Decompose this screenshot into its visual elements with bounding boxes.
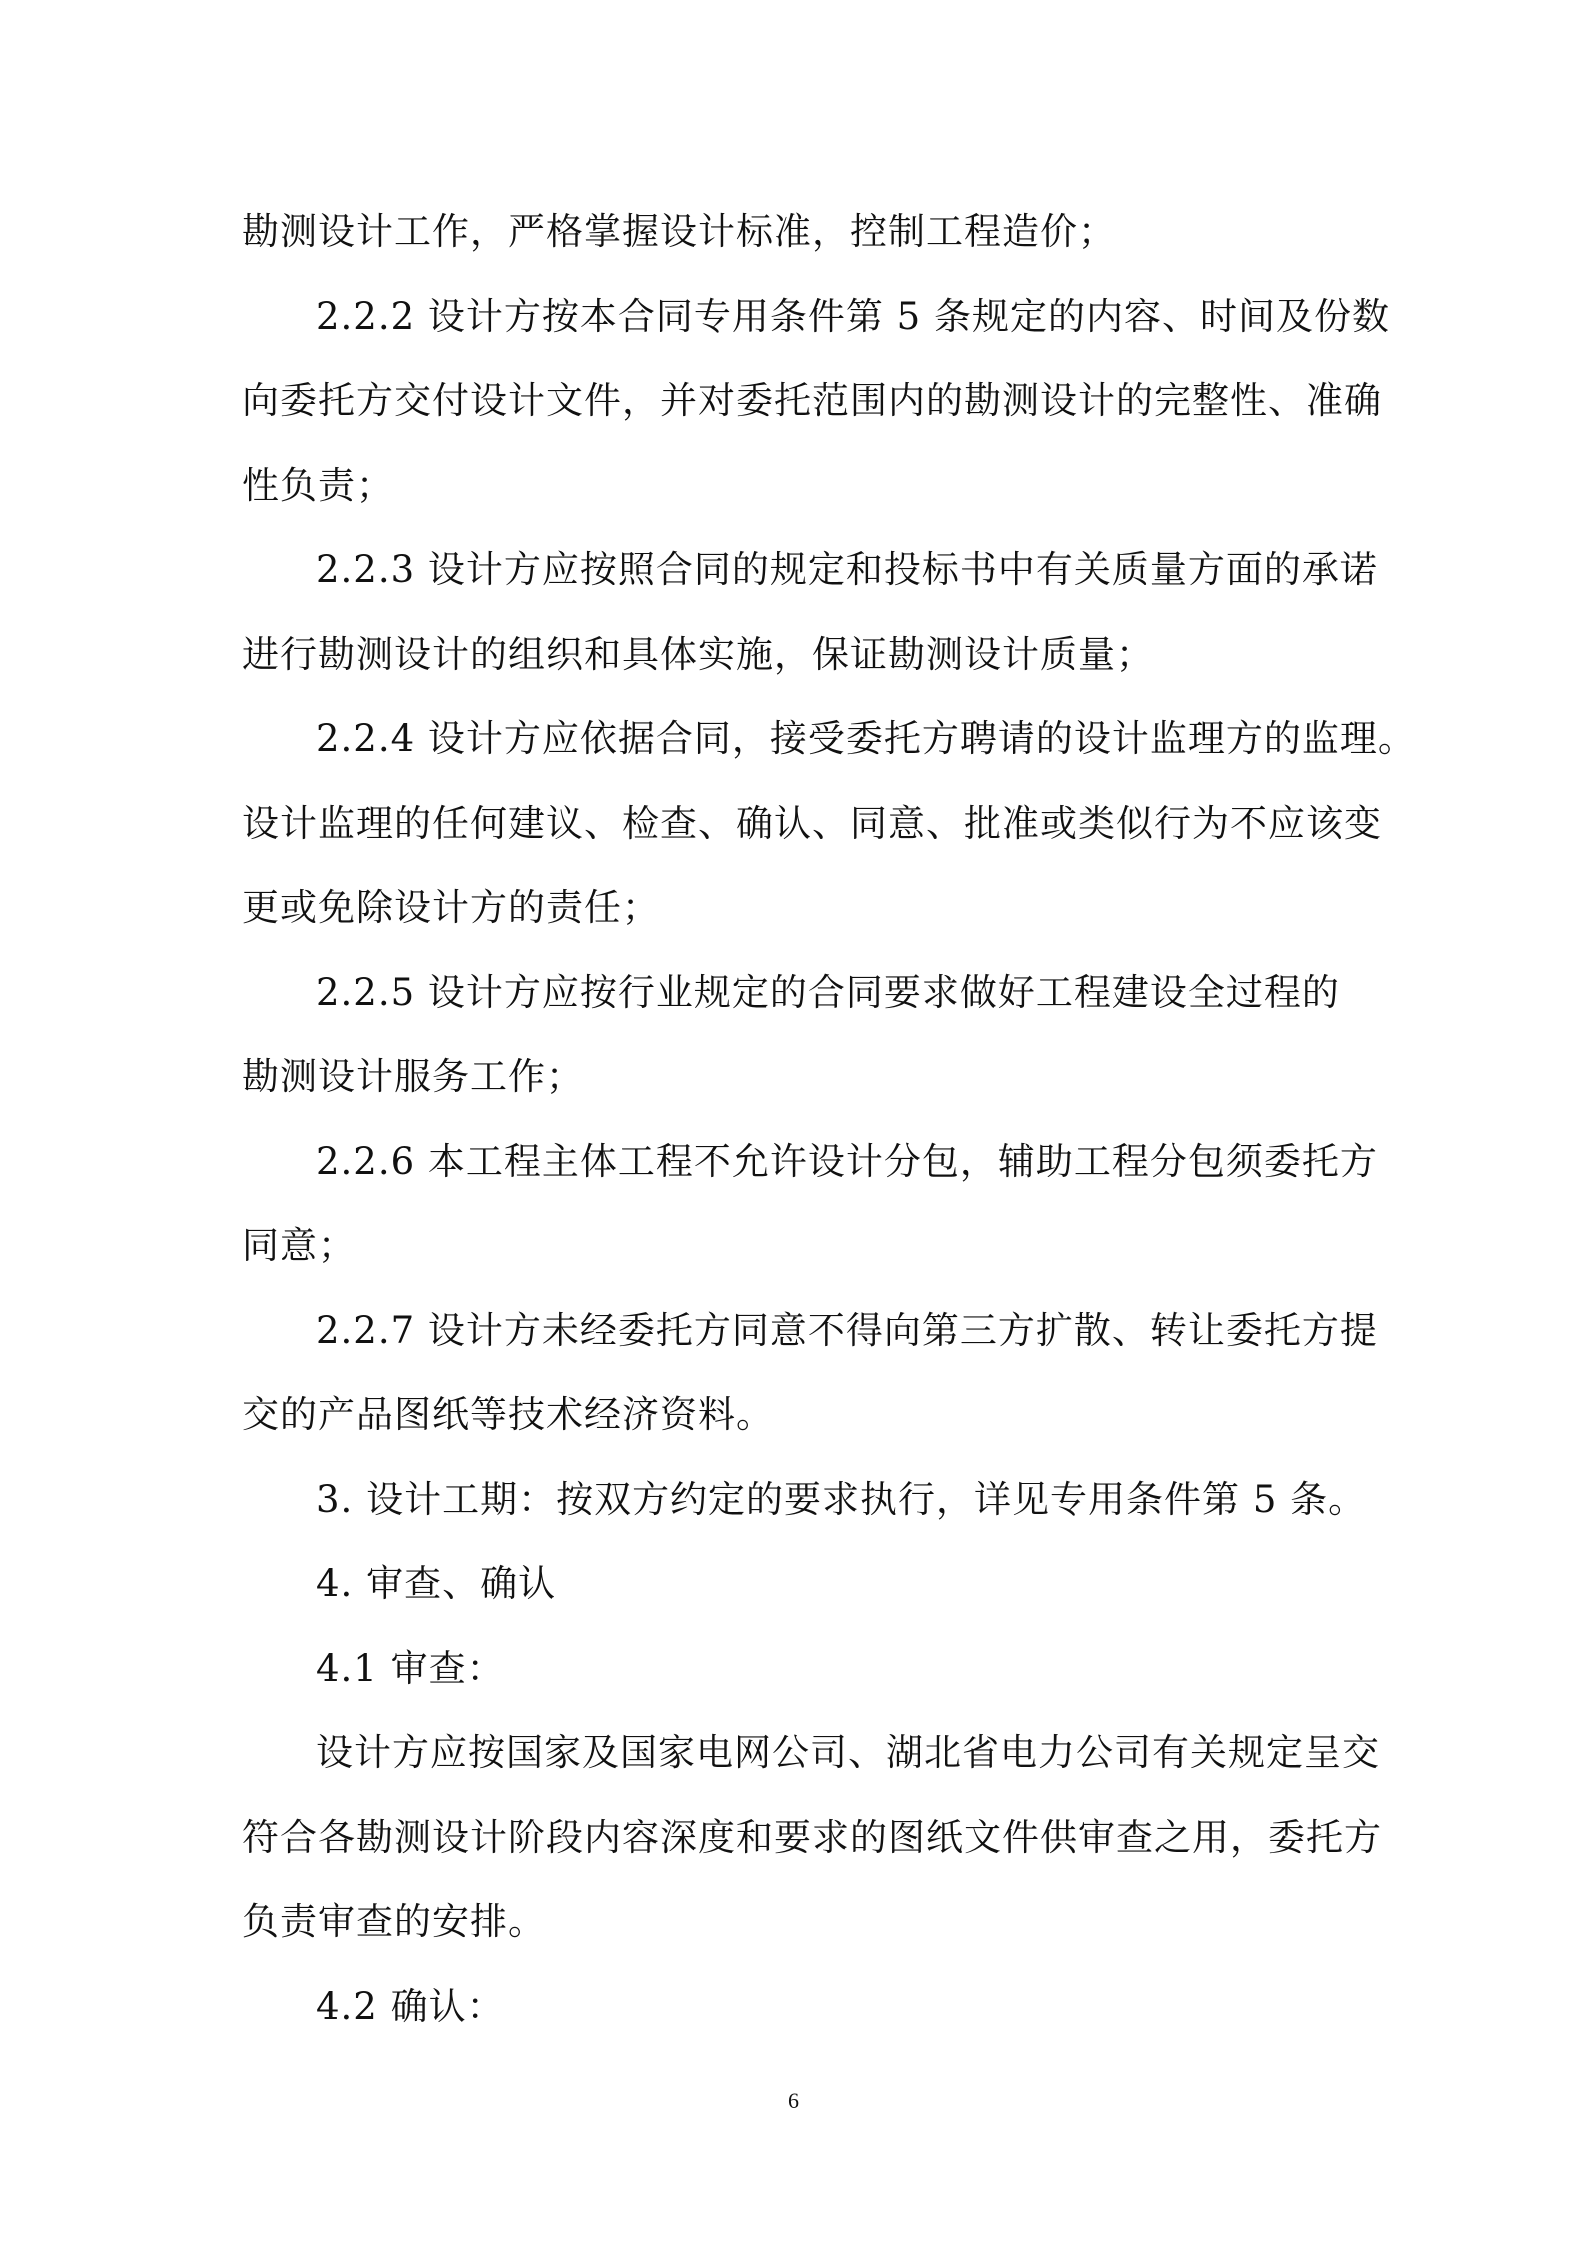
text-line: 2.2.7 设计方未经委托方同意不得向第三方扩散、转让委托方提 — [316, 1309, 1378, 1352]
text-line: 2.2.4 设计方应依据合同，接受委托方聘请的设计监理方的监理。 — [316, 717, 1416, 760]
text-line: 进行勘测设计的组织和具体实施，保证勘测设计质量； — [242, 633, 1154, 676]
text-line: 向委托方交付设计文件，并对委托范围内的勘测设计的完整性、准确 — [242, 379, 1382, 422]
text-line: 3. 设计工期：按双方约定的要求执行，详见专用条件第 5 条。 — [316, 1478, 1367, 1521]
text-line: 2.2.5 设计方应按行业规定的合同要求做好工程建设全过程的 — [316, 971, 1340, 1014]
text-line: 勘测设计服务工作； — [242, 1055, 584, 1098]
text-line: 4. 审查、确认 — [316, 1562, 557, 1605]
text-line: 设计监理的任何建议、检查、确认、同意、批准或类似行为不应该变 — [242, 802, 1382, 845]
text-line: 交的产品图纸等技术经济资料。 — [242, 1393, 774, 1436]
text-line: 2.2.2 设计方按本合同专用条件第 5 条规定的内容、时间及份数 — [316, 295, 1390, 338]
text-line: 符合各勘测设计阶段内容深度和要求的图纸文件供审查之用，委托方 — [242, 1816, 1382, 1859]
text-line: 2.2.6 本工程主体工程不允许设计分包，辅助工程分包须委托方 — [316, 1140, 1378, 1183]
text-line: 勘测设计工作，严格掌握设计标准，控制工程造价； — [242, 210, 1116, 253]
page-number: 6 — [788, 2088, 799, 2113]
text-line: 设计方应按国家及国家电网公司、湖北省电力公司有关规定呈交 — [316, 1731, 1380, 1774]
text-line: 负责审查的安排。 — [242, 1900, 546, 1943]
text-line: 性负责； — [242, 464, 394, 507]
text-line: 更或免除设计方的责任； — [242, 886, 660, 929]
text-line: 4.1 审查： — [316, 1647, 505, 1690]
text-line: 4.2 确认： — [316, 1985, 505, 2028]
text-line: 2.2.3 设计方应按照合同的规定和投标书中有关质量方面的承诺 — [316, 548, 1378, 591]
text-line: 同意； — [242, 1224, 356, 1267]
